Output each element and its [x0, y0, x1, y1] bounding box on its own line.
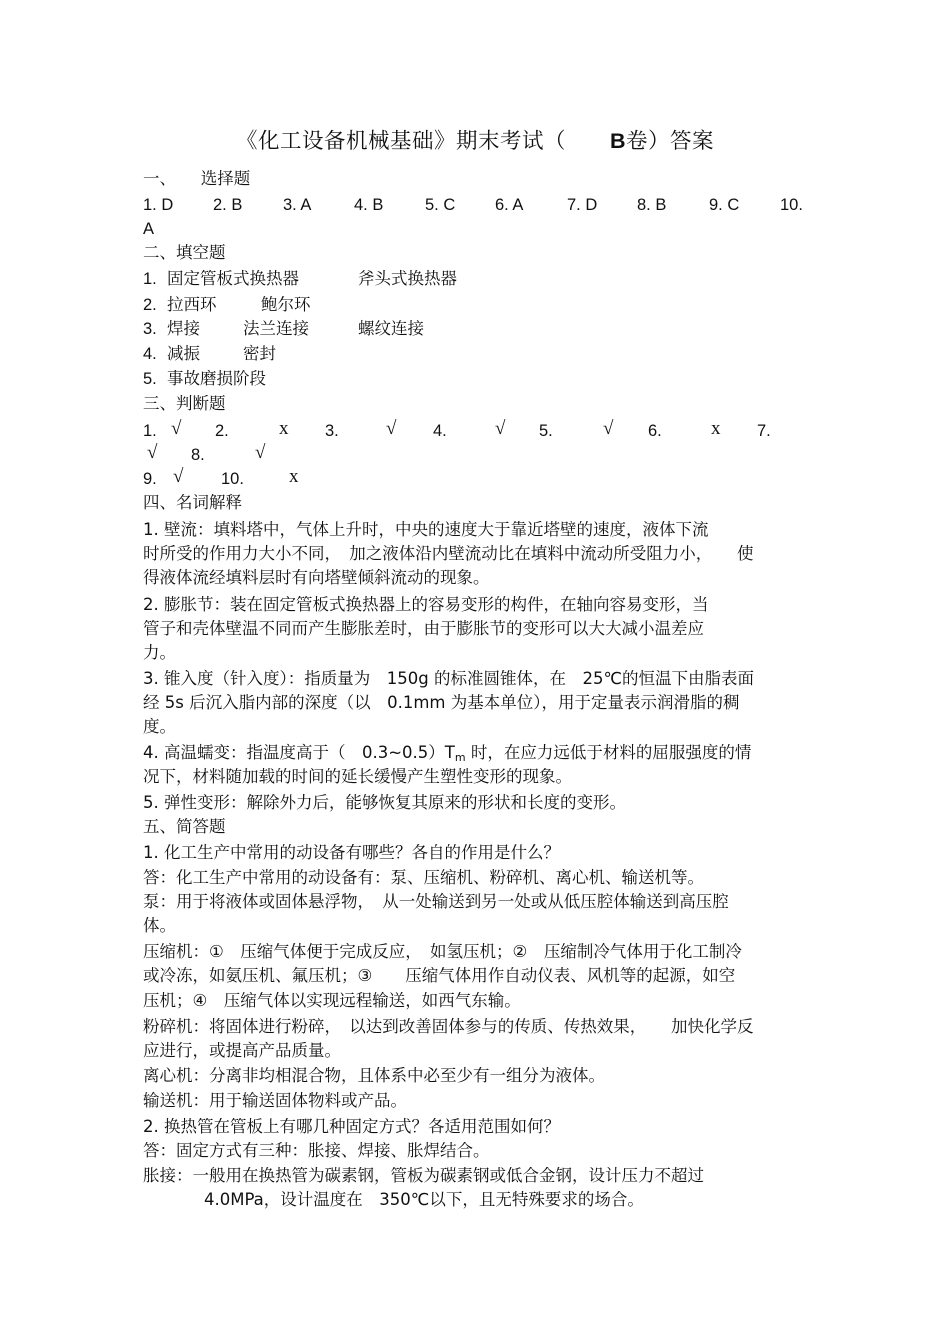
- section-fill-heading: 二、填空题: [143, 243, 226, 262]
- item-number: 5.: [539, 422, 553, 440]
- fill-answer: 法兰连接: [243, 319, 309, 338]
- page-title: [0, 124, 950, 155]
- short-answer-line: 胀接：一般用在换热管为碳素钢，管板为碳素钢或低合金钢，设计压力不超过: [143, 1166, 704, 1185]
- term-line-creep-head: 4. 高温蠕变：指温度高于（ 0.3~0.5）T: [143, 743, 455, 762]
- short-answer-line: 2. 换热管在管板上有哪几种固定方式？各适用范围如何？: [143, 1117, 560, 1136]
- short-answer-line: 压机；④ 压缩气体以实现远程输送，如西气东输。: [143, 991, 521, 1010]
- fill-answer: 减振: [167, 344, 200, 363]
- fill-answer: 斧头式换热器: [358, 269, 457, 288]
- judge-mark: √: [147, 442, 158, 463]
- fill-answer-row: [143, 318, 823, 340]
- fill-answer: 螺纹连接: [358, 319, 424, 338]
- choice-answer: 1. D: [143, 196, 174, 214]
- judge-mark: x: [711, 418, 721, 439]
- term-line-creep: [143, 742, 751, 769]
- term-line: 得液体流经填料层时有向塔壁倾斜流动的现象。: [143, 568, 490, 587]
- choice-answer: 4. B: [354, 196, 384, 214]
- choice-answer: 3. A: [283, 196, 312, 214]
- judge-mark: √: [171, 418, 182, 439]
- item-number: 1.: [143, 270, 157, 288]
- term-line: 1. 壁流：填料塔中，气体上升时，中央的速度大于靠近塔壁的速度，液体下流: [143, 520, 709, 539]
- fill-answer: 密封: [243, 344, 276, 363]
- term-line: 2. 膨胀节：装在固定管板式换热器上的容易变形的构件，在轴向容易变形，当: [143, 595, 709, 614]
- term-line: 3. 锥入度（针入度）：指质量为 150g 的标准圆锥体，在 25℃的恒温下由脂表面: [143, 669, 754, 688]
- item-number: 3.: [325, 422, 339, 440]
- term-line: 力。: [143, 643, 176, 662]
- short-answer-line: 输送机：用于输送固体物料或产品。: [143, 1091, 407, 1110]
- fill-answer-row: [143, 343, 823, 365]
- short-answer-line: 体。: [143, 916, 176, 935]
- item-number: 3.: [143, 320, 157, 338]
- temperature-subscript: m: [454, 751, 466, 764]
- short-answer-line: 1. 化工生产中常用的动设备有哪些？各自的作用是什么？: [143, 843, 560, 862]
- item-number: 4.: [143, 345, 157, 363]
- judge-mark: √: [255, 442, 266, 463]
- title-right: 卷）答案: [626, 129, 715, 154]
- choice-answer: 2. B: [213, 196, 243, 214]
- fill-answer-row: [143, 368, 823, 390]
- short-answer-line: 泵：用于将液体或固体悬浮物， 从一处输送到另一处或从低压腔体输送到高压腔: [143, 892, 729, 911]
- section-judge-heading: 三、判断题: [143, 394, 226, 413]
- title-left: 《化工设备机械基础》期末考试（: [235, 129, 566, 154]
- term-line: 况下，材料随加载的时间的延长缓慢产生塑性变形的现象。: [143, 767, 572, 786]
- section-short-heading: 五、简答题: [143, 817, 226, 836]
- section-choice-heading: 一、 选择题: [143, 169, 251, 188]
- term-line: 5. 弹性变形：解除外力后，能够恢复其原来的形状和长度的变形。: [143, 793, 626, 812]
- item-number: 7.: [757, 422, 771, 440]
- short-answer-line: 答：固定方式有三种：胀接、焊接、胀焊结合。: [143, 1141, 490, 1160]
- term-line: 经 5s 后沉入脂内部的深度（以 0.1mm 为基本单位），用于定量表示润滑脂的稠: [143, 693, 740, 712]
- term-line: 时所受的作用力大小不同， 加之液体沿内壁流动比在填料中流动所受阻力小， 使: [143, 544, 754, 563]
- item-number: 1.: [143, 422, 157, 440]
- short-answer-line: 压缩机：① 压缩气体便于完成反应， 如氢压机；② 压缩制冷气体用于化工制冷: [143, 942, 742, 961]
- choice-answer: 10.: [780, 196, 803, 214]
- short-answer-line: 4.0MPa，设计温度在 350℃以下，且无特殊要求的场合。: [204, 1190, 644, 1209]
- short-answer-line: 或冷冻，如氨压机、氟压机；③ 压缩气体用作自动仪表、风机等的起源，如空: [143, 966, 736, 985]
- short-answer-line: 粉碎机：将固体进行粉碎， 以达到改善固体参与的传质、传热效果， 加快化学反: [143, 1017, 754, 1036]
- item-number: 2.: [215, 422, 229, 440]
- judge-mark: x: [279, 418, 289, 439]
- judge-answers-row: [143, 444, 823, 466]
- choice-answer: 5. C: [425, 196, 456, 214]
- short-answer-line: 离心机：分离非均相混合物，且体系中必至少有一组分为液体。: [143, 1066, 605, 1085]
- judge-mark: √: [495, 418, 506, 439]
- term-line-creep-tail: 时，在应力远低于材料的屈服强度的情: [465, 743, 752, 762]
- choice-answer: 8. B: [637, 196, 667, 214]
- judge-mark: √: [603, 418, 614, 439]
- section-terms-heading: 四、名词解释: [143, 493, 242, 512]
- item-number: 8.: [191, 446, 205, 464]
- fill-answer: 焊接: [167, 319, 200, 338]
- choice-answer: 9. C: [709, 196, 740, 214]
- choice-answer: 6. A: [495, 196, 524, 214]
- fill-answer: 鲍尔环: [261, 295, 311, 314]
- choice-answers-row: [143, 194, 823, 216]
- term-line: 管子和壳体壁温不同而产生膨胀差时，由于膨胀节的变形可以大大减小温差应: [143, 619, 704, 638]
- item-number: 10.: [221, 470, 244, 488]
- item-number: 5.: [143, 370, 157, 388]
- judge-answers-row: [143, 420, 823, 442]
- fill-answer: 固定管板式换热器: [167, 269, 299, 288]
- fill-answer: 事故磨损阶段: [167, 369, 266, 388]
- choice-answer: 7. D: [567, 196, 598, 214]
- judge-mark: x: [289, 466, 299, 487]
- item-number: 4.: [433, 422, 447, 440]
- short-answer-line: 应进行，或提高产品质量。: [143, 1041, 341, 1060]
- title-paper-letter: B: [609, 129, 627, 153]
- judge-mark: √: [386, 418, 397, 439]
- judge-mark: √: [173, 466, 184, 487]
- fill-answer-row: [143, 294, 823, 316]
- item-number: 6.: [648, 422, 662, 440]
- item-number: 9.: [143, 470, 157, 488]
- item-number: 2.: [143, 296, 157, 314]
- term-line: 度。: [143, 717, 176, 736]
- fill-answer-row: [143, 268, 823, 290]
- judge-answers-row: [143, 468, 823, 490]
- fill-answer: 拉西环: [167, 295, 217, 314]
- short-answer-line: 答：化工生产中常用的动设备有：泵、压缩机、粉碎机、离心机、输送机等。: [143, 868, 704, 887]
- choice-answer-wrap: A: [143, 220, 155, 238]
